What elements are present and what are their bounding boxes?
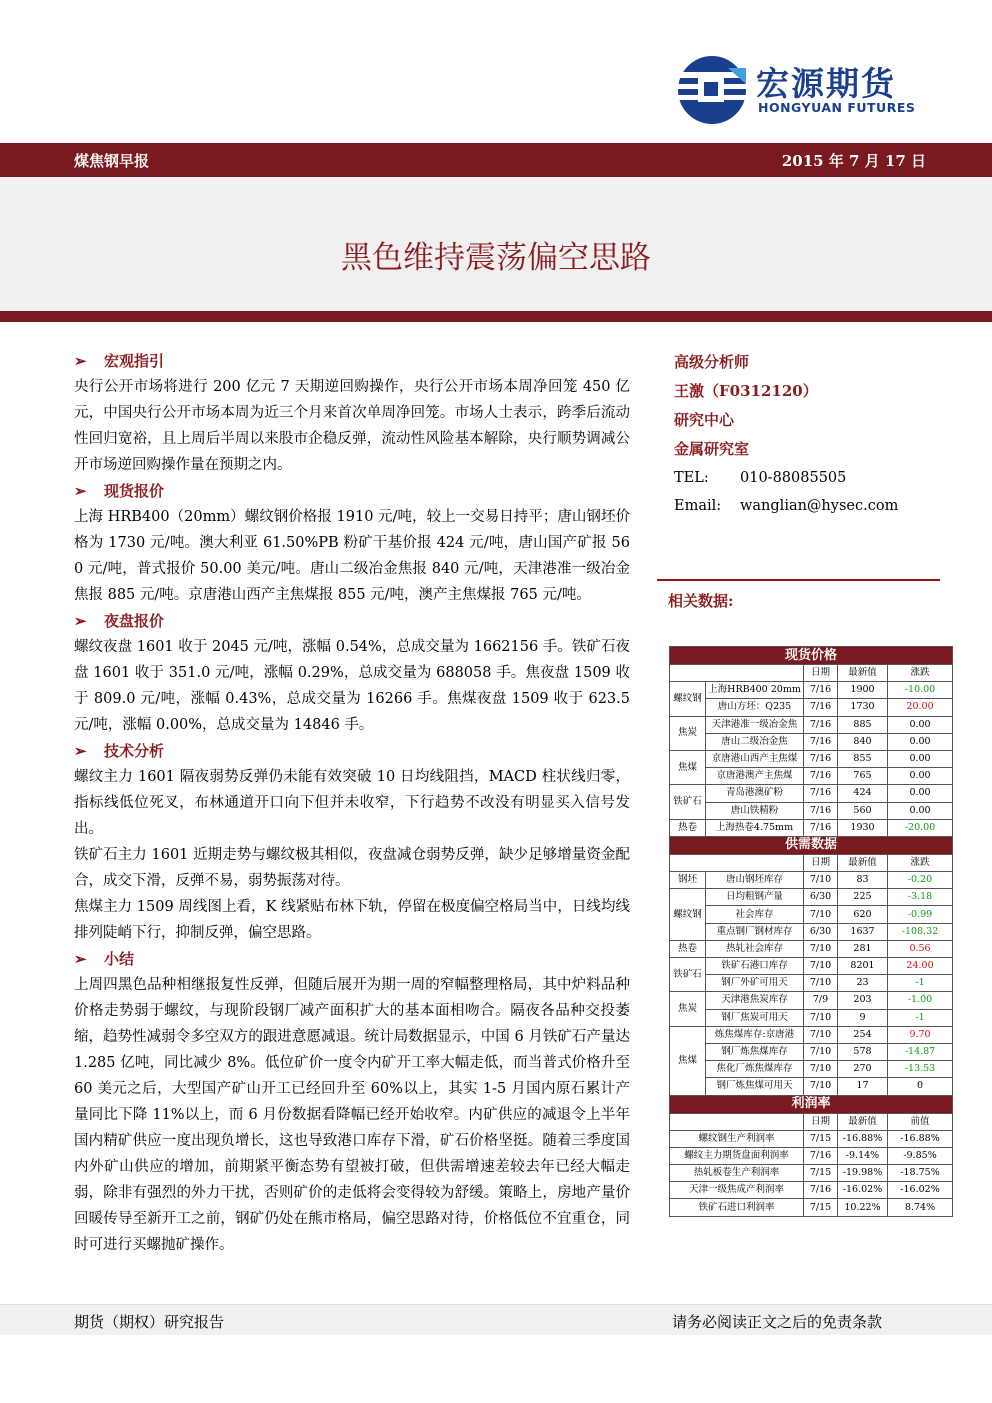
row-value: 225 (838, 889, 888, 906)
row-value: 840 (838, 733, 888, 750)
row-item: 唐山二级冶金焦 (706, 733, 804, 750)
section-paragraph: 焦煤主力 1509 周线图上看，K 线紧贴布林下轨，停留在极度偏空格局当中，日线均线排列陡峭下行，抑制反弹，偏空思路。 (74, 899, 630, 941)
section-paragraph: 铁矿石主力 1601 近期走势与螺纹极其相似，夜盘减仓弱势反弹，缺少足够增量资金配合，成交下滑，反弹不易，弱势振荡对待。 (74, 847, 630, 889)
row-change: -20.00 (888, 819, 953, 836)
company-logo (676, 54, 928, 124)
row-category: 铁矿石 (670, 785, 706, 819)
row-date: 7/16 (804, 802, 838, 819)
section-heading-text: 技术分析 (104, 742, 165, 760)
table-section-header (670, 1095, 953, 1113)
table-column-header (670, 854, 953, 871)
row-date: 7/10 (804, 1009, 838, 1026)
row-item: 日均粗钢产量 (706, 889, 804, 906)
row-date: 7/16 (804, 733, 838, 750)
row-category: 铁矿石 (670, 958, 706, 992)
row-date: 7/16 (804, 750, 838, 767)
table-row (670, 1130, 953, 1147)
row-category: 焦煤 (670, 1026, 706, 1095)
column-header: 涨跌 (888, 854, 953, 871)
row-date: 7/16 (804, 682, 838, 699)
row-change: 9.70 (888, 1026, 953, 1043)
row-category: 热卷 (670, 940, 706, 957)
row-change: -0.20 (888, 872, 953, 889)
arrow-bullet-icon: ➢ (74, 742, 87, 760)
email-value[interactable]: wanglian@hysec.com (740, 498, 899, 514)
table-row (670, 1026, 953, 1043)
table-row (670, 750, 953, 767)
tel-label: TEL: (674, 470, 709, 486)
row-date: 7/16 (804, 1182, 838, 1199)
arrow-bullet-icon: ➢ (74, 950, 87, 968)
section-heading-text: 夜盘报价 (104, 612, 165, 630)
table-row (670, 1009, 953, 1026)
row-item: 热轧社会库存 (706, 940, 804, 957)
report-body (74, 348, 630, 1258)
arrow-bullet-icon: ➢ (74, 352, 87, 370)
row-value: 578 (838, 1043, 888, 1060)
table-row (670, 958, 953, 975)
row-change: -1.00 (888, 992, 953, 1009)
table-row (670, 975, 953, 992)
section-heading (74, 608, 630, 634)
page-footer (0, 1304, 992, 1335)
column-header: 前值 (888, 1113, 953, 1130)
section-paragraph: 上周四黑色品种相继报复性反弹，但随后展开为期一周的窄幅整理格局，其中炉料品种价格走势弱于螺纹，与现阶段钢厂减产面积扩大的基本面相吻合。隔夜各品种交投萎缩，趋势性减弱令多空双方的跟进意愿减退。统计局数据显示，中国 6 月铁矿石产量达 1.285 亿吨，同比减少 8%。低位矿价一度令内矿开工率大幅走低，而当普式价格升至 60 美元之后，大型国产矿山开工已经回升至 60%以上，其实 1-5 月国内原石累计产量同比下降 11%以上，而 6 月份数据看降幅已经开始收窄。内矿供应的减退令上半年国内精矿供应一度出现负增长，这也导致港口库存下滑，矿石价格坚挺。随着三季度国内外矿山供应的增加，前期紧平衡态势有望被打破，但供需增速差较去年已经大幅走弱，除非有强烈的外力干扰，否则矿价的走低将会变得较为舒缓。策略上，房地产量价回暖传导至新开工之前，钢矿仍处在熊市格局，偏空思路对待，价格低位不宜重仓，同时可进行买螺抛矿操作。 (74, 977, 630, 1253)
column-header: 日期 (804, 854, 838, 871)
row-date: 7/10 (804, 1043, 838, 1060)
logo-chinese-name: 宏源期货 (756, 64, 896, 103)
row-prev: -16.88% (888, 1130, 953, 1147)
row-item: 上海HRB400 20mm (706, 682, 804, 699)
table-row (670, 923, 953, 940)
row-prev: -18.75% (888, 1165, 953, 1182)
row-change: 0.00 (888, 768, 953, 785)
row-item: 炼焦煤库存:京唐港 (706, 1026, 804, 1043)
email-label: Email: (674, 498, 722, 514)
row-date: 7/16 (804, 819, 838, 836)
row-item: 社会库存 (706, 906, 804, 923)
row-change: 0.00 (888, 802, 953, 819)
row-category: 螺纹钢 (670, 889, 706, 941)
row-date: 7/10 (804, 1026, 838, 1043)
table-row (670, 940, 953, 957)
column-header: 日期 (804, 1113, 838, 1130)
row-item: 唐山方坯：Q235 (706, 699, 804, 716)
table-row (670, 992, 953, 1009)
section-heading-text: 宏观指引 (104, 352, 165, 370)
table-row (670, 1165, 953, 1182)
table-column-header (670, 1113, 953, 1130)
row-value: 254 (838, 1026, 888, 1043)
table-section-header (670, 647, 953, 665)
row-category: 焦炭 (670, 992, 706, 1026)
row-item: 天津港准一级冶金焦 (706, 716, 804, 733)
row-category: 焦炭 (670, 716, 706, 750)
row-value: 270 (838, 1061, 888, 1078)
row-prev: -9.85% (888, 1147, 953, 1164)
row-value: 17 (838, 1078, 888, 1095)
row-item: 钢厂外矿可用天 (706, 975, 804, 992)
row-value: 620 (838, 906, 888, 923)
row-item: 热轧板卷生产利润率 (670, 1165, 804, 1182)
row-change: -0.99 (888, 906, 953, 923)
table-row (670, 768, 953, 785)
row-item: 京唐港山西产主焦煤 (706, 750, 804, 767)
row-value: 9 (838, 1009, 888, 1026)
row-value: 1730 (838, 699, 888, 716)
column-header-blank (670, 1113, 804, 1130)
row-date: 7/16 (804, 785, 838, 802)
report-title: 黑色维持震荡偏空思路 (341, 240, 651, 276)
row-item: 上海热卷4.75mm (706, 819, 804, 836)
table-row (670, 819, 953, 836)
row-change: 0.56 (888, 940, 953, 957)
analyst-email (674, 492, 934, 520)
table-row (670, 682, 953, 699)
row-category: 热卷 (670, 819, 706, 836)
row-item: 铁矿石进口利润率 (670, 1199, 804, 1216)
row-date: 6/30 (804, 923, 838, 940)
row-date: 7/9 (804, 992, 838, 1009)
table-section-title: 利润率 (670, 1095, 953, 1113)
row-value: -16.02% (838, 1182, 888, 1199)
row-item: 钢厂焦炭可用天 (706, 1009, 804, 1026)
row-change: 0.00 (888, 733, 953, 750)
section-heading (74, 478, 630, 504)
arrow-bullet-icon: ➢ (74, 482, 87, 500)
report-type: 煤焦钢早报 (74, 152, 150, 170)
row-change: 24.00 (888, 958, 953, 975)
row-item: 京唐港澳产主焦煤 (706, 768, 804, 785)
row-change: -108.32 (888, 923, 953, 940)
row-date: 7/16 (804, 716, 838, 733)
row-category: 焦煤 (670, 750, 706, 784)
footer-report-label: 期货（期权）研究报告 (74, 1313, 225, 1331)
row-date: 7/16 (804, 1147, 838, 1164)
row-date: 7/10 (804, 872, 838, 889)
row-change: 0 (888, 1078, 953, 1095)
section-heading-text: 现货报价 (104, 482, 165, 500)
row-item: 重点钢厂钢材库存 (706, 923, 804, 940)
row-value: 83 (838, 872, 888, 889)
row-change: 0.00 (888, 750, 953, 767)
row-item: 唐山钢坯库存 (706, 872, 804, 889)
row-item: 钢厂炼焦煤可用天 (706, 1078, 804, 1095)
table-row (670, 906, 953, 923)
column-header: 日期 (804, 665, 838, 682)
section-paragraph: 螺纹夜盘 1601 收于 2045 元/吨，涨幅 0.54%，总成交量为 1662156 手。铁矿石夜盘 1601 收于 351.0 元/吨，涨幅 0.29%，总成交量为 688058 手。焦夜盘 1509 收于 809.0 元/吨，涨幅 0.43%，总成交量为 16266 手。焦煤夜盘 1509 收于 623.5 元/吨，涨幅 0.00%，总成交量为 14846 手。 (74, 639, 630, 733)
row-value: 10.22% (838, 1199, 888, 1216)
row-category: 钢坯 (670, 872, 706, 889)
row-prev: 8.74% (888, 1199, 953, 1216)
column-header: 最新值 (838, 1113, 888, 1130)
row-change: 0.00 (888, 716, 953, 733)
analyst-name: 王激（F0312120） (674, 382, 818, 400)
section-paragraph: 上海 HRB400（20mm）螺纹钢价格报 1910 元/吨，较上一交易日持平；唐山钢坯价格为 1730 元/吨。澳大利亚 61.50%PB 粉矿干基价报 424 元/吨，唐山国产矿报 560 元/吨，普式报价 50.00 美元/吨。唐山二级冶金焦报 840 元/吨，天津港准一级冶金焦报 885 元/吨。京唐港山西产主焦煤报 855 元/吨，澳产主焦煤报 765 元/吨。 (74, 509, 630, 603)
row-value: -16.88% (838, 1130, 888, 1147)
row-value: 885 (838, 716, 888, 733)
hongyuan-logo-icon (676, 54, 752, 126)
row-date: 7/15 (804, 1130, 838, 1147)
row-date: 7/10 (804, 906, 838, 923)
row-value: 8201 (838, 958, 888, 975)
table-row (670, 785, 953, 802)
row-date: 7/15 (804, 1199, 838, 1216)
section-paragraph: 央行公开市场将进行 200 亿元 7 天期逆回购操作，央行公开市场本周净回笼 450 亿元，中国央行公开市场本周为近三个月来首次单周净回笼。市场人士表示，跨季后流动性回归宽裕，且上周后半周以来股市企稳反弹，流动性风险基本解除，央行顺势调减公开市场逆回购操作量在预期之内。 (74, 379, 630, 473)
analyst-dept: 研究中心 (674, 411, 735, 429)
column-header-blank (670, 854, 804, 871)
row-date: 7/10 (804, 1061, 838, 1078)
row-item: 天津一级焦成产利润率 (670, 1182, 804, 1199)
table-row (670, 733, 953, 750)
row-prev: -16.02% (888, 1182, 953, 1199)
section-heading (74, 738, 630, 764)
row-date: 7/10 (804, 958, 838, 975)
row-change: 20.00 (888, 699, 953, 716)
analyst-subdept: 金属研究室 (674, 440, 750, 458)
row-change: -10.00 (888, 682, 953, 699)
tel-value: 010-88085505 (740, 470, 847, 486)
row-date: 7/10 (804, 1078, 838, 1095)
report-header-bar (0, 143, 992, 177)
arrow-bullet-icon: ➢ (74, 612, 87, 630)
table-row (670, 1043, 953, 1060)
table-row (670, 889, 953, 906)
table-row (670, 1199, 953, 1216)
row-value: -9.14% (838, 1147, 888, 1164)
table-column-header (670, 665, 953, 682)
row-item: 青岛港澳矿粉 (706, 785, 804, 802)
row-item: 螺纹主力期货盘面利润率 (670, 1147, 804, 1164)
row-value: 560 (838, 802, 888, 819)
row-item: 螺纹钢生产利润率 (670, 1130, 804, 1147)
row-category: 螺纹钢 (670, 682, 706, 716)
row-value: 1930 (838, 819, 888, 836)
footer-disclaimer-note: 请务必阅读正文之后的免责条款 (671, 1313, 882, 1331)
row-value: 765 (838, 768, 888, 785)
table-section-title: 现货价格 (670, 647, 953, 665)
sidebar-divider (657, 579, 940, 581)
column-header: 涨跌 (888, 665, 953, 682)
row-change: -1 (888, 975, 953, 992)
column-header-blank (670, 665, 804, 682)
row-item: 铁矿石港口库存 (706, 958, 804, 975)
table-section-header (670, 836, 953, 854)
table-section-title: 供需数据 (670, 836, 953, 854)
related-data-label: 相关数据: (668, 592, 734, 610)
analyst-role: 高级分析师 (674, 353, 750, 371)
section-heading-text: 小结 (104, 950, 135, 968)
row-date: 7/10 (804, 975, 838, 992)
row-value: 281 (838, 940, 888, 957)
row-date: 7/15 (804, 1165, 838, 1182)
logo-english-name: HONGYUAN FUTURES (758, 100, 916, 115)
row-item: 焦化厂炼焦煤库存 (706, 1061, 804, 1078)
analyst-tel (674, 464, 934, 492)
table-row (670, 1078, 953, 1095)
row-change: -14.87 (888, 1043, 953, 1060)
row-date: 7/16 (804, 768, 838, 785)
section-heading (74, 946, 630, 972)
column-header: 最新值 (838, 854, 888, 871)
row-change: -13.53 (888, 1061, 953, 1078)
table-row (670, 1182, 953, 1199)
column-header: 最新值 (838, 665, 888, 682)
row-value: 203 (838, 992, 888, 1009)
row-item: 唐山铁精粉 (706, 802, 804, 819)
row-change: 0.00 (888, 785, 953, 802)
table-row (670, 872, 953, 889)
row-item: 钢厂炼焦煤库存 (706, 1043, 804, 1060)
table-row (670, 1061, 953, 1078)
section-paragraph: 螺纹主力 1601 隔夜弱势反弹仍未能有效突破 10 日均线阻挡，MACD 柱状线归零，指标线低位死叉，布林通道开口向下但并未收窄，下行趋势不改没有明显买入信号发出。 (74, 769, 630, 837)
row-value: -19.98% (838, 1165, 888, 1182)
section-heading (74, 348, 630, 374)
row-value: 855 (838, 750, 888, 767)
row-value: 1637 (838, 923, 888, 940)
row-date: 6/30 (804, 889, 838, 906)
title-divider (0, 311, 992, 322)
row-value: 23 (838, 975, 888, 992)
analyst-info (674, 348, 934, 520)
table-row (670, 802, 953, 819)
row-change: -3.18 (888, 889, 953, 906)
market-data-table (669, 646, 953, 1217)
row-item: 天津港焦炭库存 (706, 992, 804, 1009)
report-date: 2015 年 7 月 17 日 (781, 152, 926, 170)
table-row (670, 716, 953, 733)
row-date: 7/10 (804, 940, 838, 957)
row-value: 1900 (838, 682, 888, 699)
table-row (670, 699, 953, 716)
table-row (670, 1147, 953, 1164)
row-value: 424 (838, 785, 888, 802)
row-change: -1 (888, 1009, 953, 1026)
row-date: 7/16 (804, 699, 838, 716)
